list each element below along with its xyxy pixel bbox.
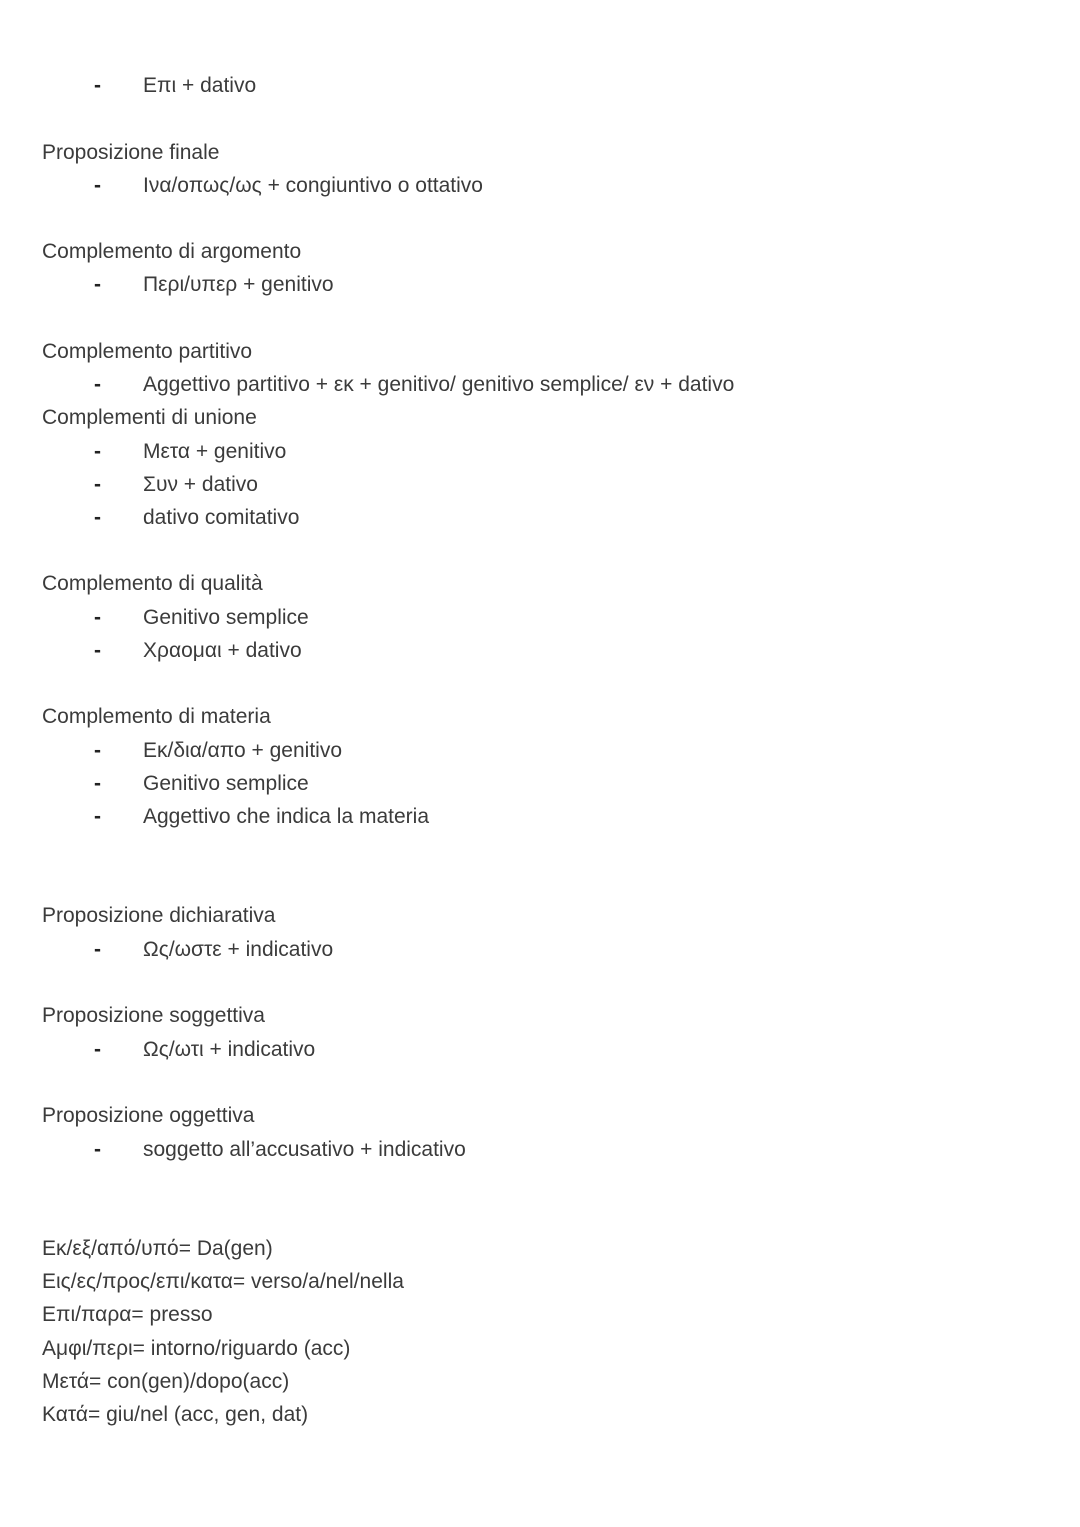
bullet-dash: - <box>94 506 101 529</box>
bullet-dash: - <box>94 373 101 396</box>
bullet-dash: - <box>94 273 101 296</box>
list-item-text: Εκ/δια/απο + genitivo <box>143 739 342 762</box>
section-heading: Proposizione finale <box>42 141 220 164</box>
preposition-line: Επι/παρα= presso <box>42 1303 213 1326</box>
list-item-text: Genitivo semplice <box>143 772 309 795</box>
preposition-line: Εις/ες/προς/επι/κατα= verso/a/nel/nella <box>42 1270 404 1293</box>
preposition-line: Εκ/εξ/από/υπό= Da(gen) <box>42 1237 273 1260</box>
bullet-dash: - <box>94 938 101 961</box>
list-item-text: Ως/ωστε + indicativo <box>143 938 334 961</box>
bullet-dash: - <box>94 1138 101 1161</box>
list-item-text: Συν + dativo <box>143 473 258 496</box>
bullet-dash: - <box>94 606 101 629</box>
list-item-text: Ινα/οπως/ως + congiuntivo o ottativo <box>143 174 483 197</box>
section-heading: Complementi di unione <box>42 406 257 429</box>
bullet-dash: - <box>94 739 101 762</box>
bullet-dash: - <box>94 473 101 496</box>
section-heading: Proposizione soggettiva <box>42 1004 265 1027</box>
bullet-dash: - <box>94 74 101 97</box>
list-item-text: Μετα + genitivo <box>143 440 287 463</box>
bullet-dash: - <box>94 772 101 795</box>
list-item-text: Ως/ωτι + indicativo <box>143 1038 316 1061</box>
list-item-text: Επι + dativo <box>143 74 257 97</box>
section-heading: Complemento partitivo <box>42 340 253 363</box>
preposition-line: Μετά= con(gen)/dopo(acc) <box>42 1370 290 1393</box>
bullet-dash: - <box>94 639 101 662</box>
list-item-text: Genitivo semplice <box>143 606 309 629</box>
section-heading: Complemento di argomento <box>42 240 302 263</box>
list-item-text: dativo comitativo <box>143 506 300 529</box>
section-heading: Proposizione dichiarativa <box>42 904 276 927</box>
list-item-text: Χραομαι + dativo <box>143 639 302 662</box>
list-item-text: Aggettivo che indica la materia <box>143 805 429 828</box>
preposition-line: Κατά= giu/nel (acc, gen, dat) <box>42 1403 309 1426</box>
bullet-dash: - <box>94 805 101 828</box>
list-item-text: Περι/υπερ + genitivo <box>143 273 334 296</box>
bullet-dash: - <box>94 440 101 463</box>
list-item-text: Aggettivo partitivo + εκ + genitivo/ genitivo semplice/ εν + dativo <box>143 373 735 396</box>
section-heading: Complemento di qualità <box>42 572 263 595</box>
list-item-text: soggetto all’accusativo + indicativo <box>143 1138 466 1161</box>
section-heading: Complemento di materia <box>42 705 271 728</box>
bullet-dash: - <box>94 174 101 197</box>
preposition-line: Αμφι/περι= intorno/riguardo (acc) <box>42 1337 351 1360</box>
bullet-dash: - <box>94 1038 101 1061</box>
section-heading: Proposizione oggettiva <box>42 1104 255 1127</box>
